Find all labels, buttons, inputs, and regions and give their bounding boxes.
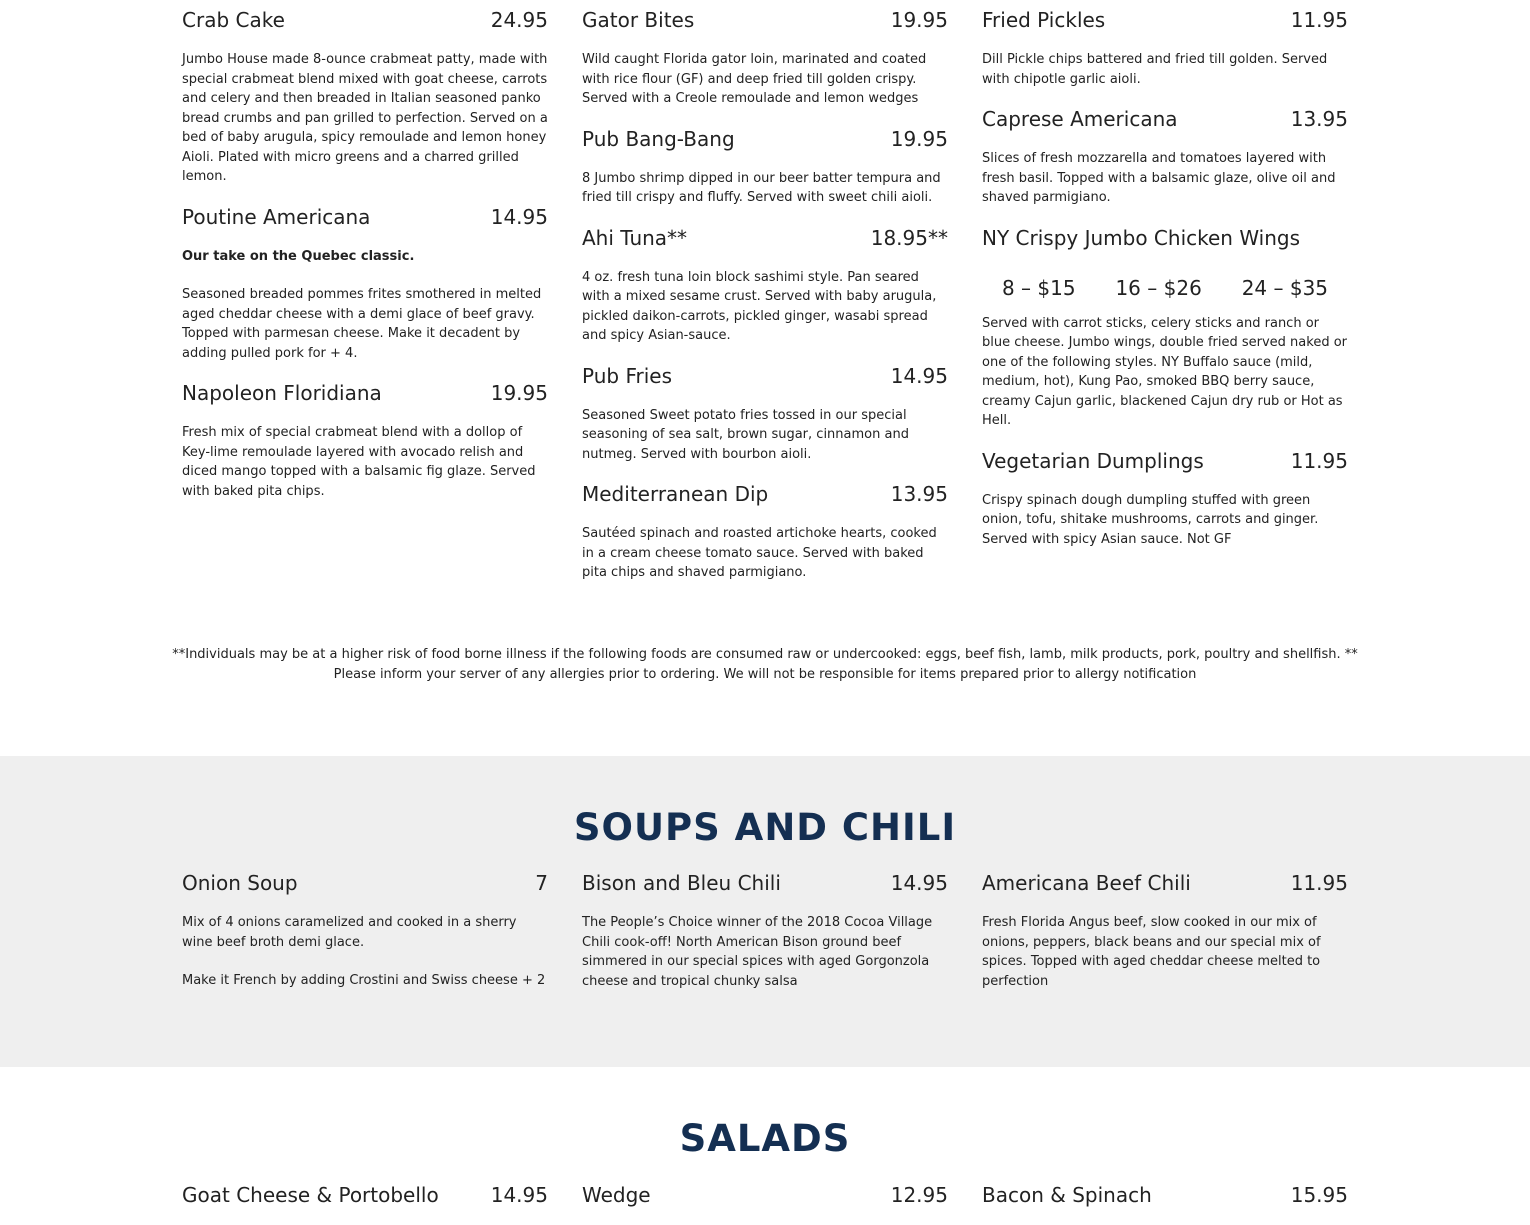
menu-item (182, 381, 548, 501)
menu-item-price: 14.95 (890, 871, 948, 895)
menu-item-name: Ahi Tuna** (582, 225, 688, 250)
menu-item-name: Mediterranean Dip (582, 482, 769, 506)
menu-item (982, 107, 1348, 208)
menu-item-header (582, 127, 948, 151)
menu-column (582, 8, 948, 583)
menu-item-price: 15.95 (1290, 1183, 1348, 1207)
menu-column (982, 8, 1348, 583)
menu-item-header (582, 871, 948, 895)
menu-item-header (182, 871, 548, 895)
menu-column (182, 871, 548, 991)
salads-section (0, 1067, 1530, 1225)
menu-item-description: Seasoned Sweet potato fries tossed in our special seasoning of sea salt, brown sugar, cinnamon and nutmeg. Served with bourbon aioli. (582, 407, 909, 462)
soups-columns (182, 871, 1348, 991)
allergy-disclaimer (0, 645, 1530, 685)
menu-item-price: 11.95 (1290, 448, 1348, 473)
menu-item-name: Goat Cheese & Portobello (182, 1183, 439, 1207)
wing-price-option: 16 – $26 (1115, 275, 1202, 300)
menu-item-header (182, 8, 548, 32)
menu-item (982, 871, 1348, 991)
menu-item-description: Fresh Florida Angus beef, slow cooked in our mix of onions, peppers, black beans and our special mix of spices. Topped with aged cheddar cheese melted to perfection (982, 915, 1321, 989)
menu-item-header (982, 107, 1348, 131)
wing-price-option: 8 – $15 (1001, 275, 1076, 300)
menu-item-description: Our take on the Quebec classic. (182, 248, 415, 264)
menu-item-name: Fried Pickles (982, 8, 1106, 32)
menu-item-name: Wedge (582, 1183, 651, 1207)
menu-item-name: Poutine Americana (182, 204, 371, 229)
menu-item-description: Make it French by adding Crostini and Swiss cheese + 2 (182, 973, 546, 988)
menu-item-price: 11.95 (1290, 8, 1348, 32)
menu-item (582, 127, 948, 208)
menu-item-price: 19.95 (890, 8, 948, 32)
soups-title: SOUPS AND CHILI (573, 806, 957, 849)
menu-item-name: Gator Bites (582, 8, 695, 32)
menu-item-header (982, 449, 1348, 473)
menu-item-description: Fresh mix of special crabmeat blend with a dollop of Key-lime remoulade layered with avocado relish and diced mango topped with a balsamic fig glaze. Served with baked pita chips. (182, 425, 536, 499)
menu-item-header (582, 226, 948, 250)
menu-item-name: Caprese Americana (982, 107, 1178, 131)
menu-item-description: Crispy spinach dough dumpling stuffed with green onion, tofu, shitake mushrooms, carrots and ginger. Served with spicy Asian sauce. Not GF (982, 492, 1319, 547)
menu-item (182, 8, 548, 187)
menu-item-price: 13.95 (890, 482, 948, 506)
soups-section (0, 756, 1530, 1067)
menu-item-header (982, 226, 1348, 250)
menu-item-name: Pub Bang-Bang (582, 126, 735, 151)
menu-item-price: 14.95 (490, 1183, 548, 1207)
menu-item-header (982, 871, 1348, 895)
menu-item (982, 1183, 1348, 1207)
menu-item-header (582, 8, 948, 32)
menu-item-description: Wild caught Florida gator loin, marinated and coated with rice flour (GF) and deep fried till golden crispy. Served with a Creole remoulade and lemon wedges (582, 52, 927, 106)
menu-column (582, 1183, 948, 1207)
menu-item (982, 449, 1348, 550)
menu-item-header (982, 1183, 1348, 1207)
menu-item-price: 14.95 (890, 363, 948, 388)
menu-item-price: 14.95 (490, 204, 548, 229)
menu-item (582, 1183, 948, 1207)
menu-item-price: 12.95 (890, 1183, 948, 1207)
menu-item-description: Served with carrot sticks, celery sticks and ranch or blue cheese. Jumbo wings, double fried served naked or one of the following styles. NY Buffalo sauce (mild, medium, hot), Kung Pao, smoked BBQ berry sauce, creamy Cajun garlic, blackened Cajun dry rub or Hot as Hell. (982, 315, 1347, 428)
menu-item-description: Seasoned breaded pommes frites smothered in melted aged cheddar cheese with a demi glace of beef gravy. Topped with parmesan cheese. Make it decadent by adding pulled pork for + 4. (182, 287, 542, 361)
menu-item-name: Pub Fries (582, 363, 672, 388)
menu-item (982, 8, 1348, 89)
menu-item-header (582, 1183, 948, 1207)
menu-item (582, 364, 948, 465)
menu-column (182, 1183, 548, 1207)
wing-price-option: 24 – $35 (1241, 275, 1329, 300)
menu-item-name: Bison and Bleu Chili (582, 871, 781, 895)
menu-item-name: Vegetarian Dumplings (982, 448, 1204, 473)
menu-item-price: 19.95 (890, 126, 948, 151)
menu-item-name: Crab Cake (182, 8, 285, 32)
menu-item-price: 18.95** (870, 225, 948, 250)
menu-item-price: 11.95 (1290, 871, 1348, 895)
menu-item-name: Napoleon Floridiana (182, 381, 382, 405)
disclaimer-line-2: Please inform your server of any allergies prior to ordering. We will not be responsible for items prepared prior to allergy notification (333, 667, 1197, 682)
menu-item-description: 4 oz. fresh tuna loin block sashimi style. Pan seared with a mixed sesame crust. Served with baby arugula, pickled daikon-carrots, pickled ginger, wasabi spread and spicy Asian-sauce. (582, 269, 937, 343)
menu-item-description: Jumbo House made 8-ounce crabmeat patty, made with special crabmeat blend mixed with goat cheese, carrots and celery and then breaded in Italian seasoned panko bread crumbs and pan grilled to perfection. Served on a bed of baby arugula, spicy remoulade and lemon honey Aioli. Plated with micro greens and a charred grilled lemon. (182, 52, 548, 184)
appetizers-columns (182, 8, 1348, 583)
menu-item (582, 482, 948, 583)
disclaimer-line-1: **Individuals may be at a higher risk of food borne illness if the following foods are consumed raw or undercooked: eggs, beef fish, lamb, milk products, pork, poultry and shellfish. ** (172, 647, 1358, 662)
menu-item (182, 1183, 548, 1207)
menu-item-name: Bacon & Spinach (982, 1183, 1152, 1207)
menu-column (982, 871, 1348, 991)
wing-price-options (982, 268, 1348, 314)
menu-item-name: Onion Soup (182, 871, 298, 895)
menu-item-header (582, 364, 948, 388)
menu-item-name: NY Crispy Jumbo Chicken Wings (982, 225, 1301, 250)
menu-item-price: 24.95 (490, 8, 548, 32)
menu-column (582, 871, 948, 991)
salads-title: SALADS (679, 1117, 851, 1160)
menu-item-price: 13.95 (1290, 107, 1348, 131)
menu-item-description: Dill Pickle chips battered and fried till golden. Served with chipotle garlic aioli. (982, 52, 1328, 87)
menu-item-header (582, 482, 948, 506)
menu-item (982, 226, 1348, 431)
menu-item-name: Americana Beef Chili (982, 871, 1191, 895)
menu-item-description: Slices of fresh mozzarella and tomatoes layered with fresh basil. Topped with a balsamic glaze, olive oil and shaved parmigiano. (982, 151, 1336, 205)
menu-item-description: Mix of 4 onions caramelized and cooked in a sherry wine beef broth demi glace. (182, 915, 517, 950)
menu-item-description: The People’s Choice winner of the 2018 Cocoa Village Chili cook-off! North American Bison ground beef simmered in our special spices with aged Gorgonzola cheese and tropical chunky salsa (582, 915, 933, 989)
menu-item (582, 226, 948, 346)
menu-item-price: 19.95 (490, 381, 548, 405)
menu-column (982, 1183, 1348, 1207)
menu-item (582, 8, 948, 109)
menu-item (182, 205, 548, 364)
menu-item-header (182, 1183, 548, 1207)
menu-item-header (182, 205, 548, 229)
menu-column (182, 8, 548, 583)
menu-item-header (982, 8, 1348, 32)
menu-item-header (182, 381, 548, 405)
menu-item-description: 8 Jumbo shrimp dipped in our beer batter tempura and fried till crispy and fluffy. Served with sweet chili aioli. (582, 170, 941, 205)
menu-item (582, 871, 948, 991)
menu-item (182, 871, 548, 991)
menu-item-description: Sautéed spinach and roasted artichoke hearts, cooked in a cream cheese tomato sauce. Served with baked pita chips and shaved parmigiano. (582, 526, 937, 580)
menu-item-price: 7 (535, 871, 548, 895)
salads-columns (182, 1183, 1348, 1207)
